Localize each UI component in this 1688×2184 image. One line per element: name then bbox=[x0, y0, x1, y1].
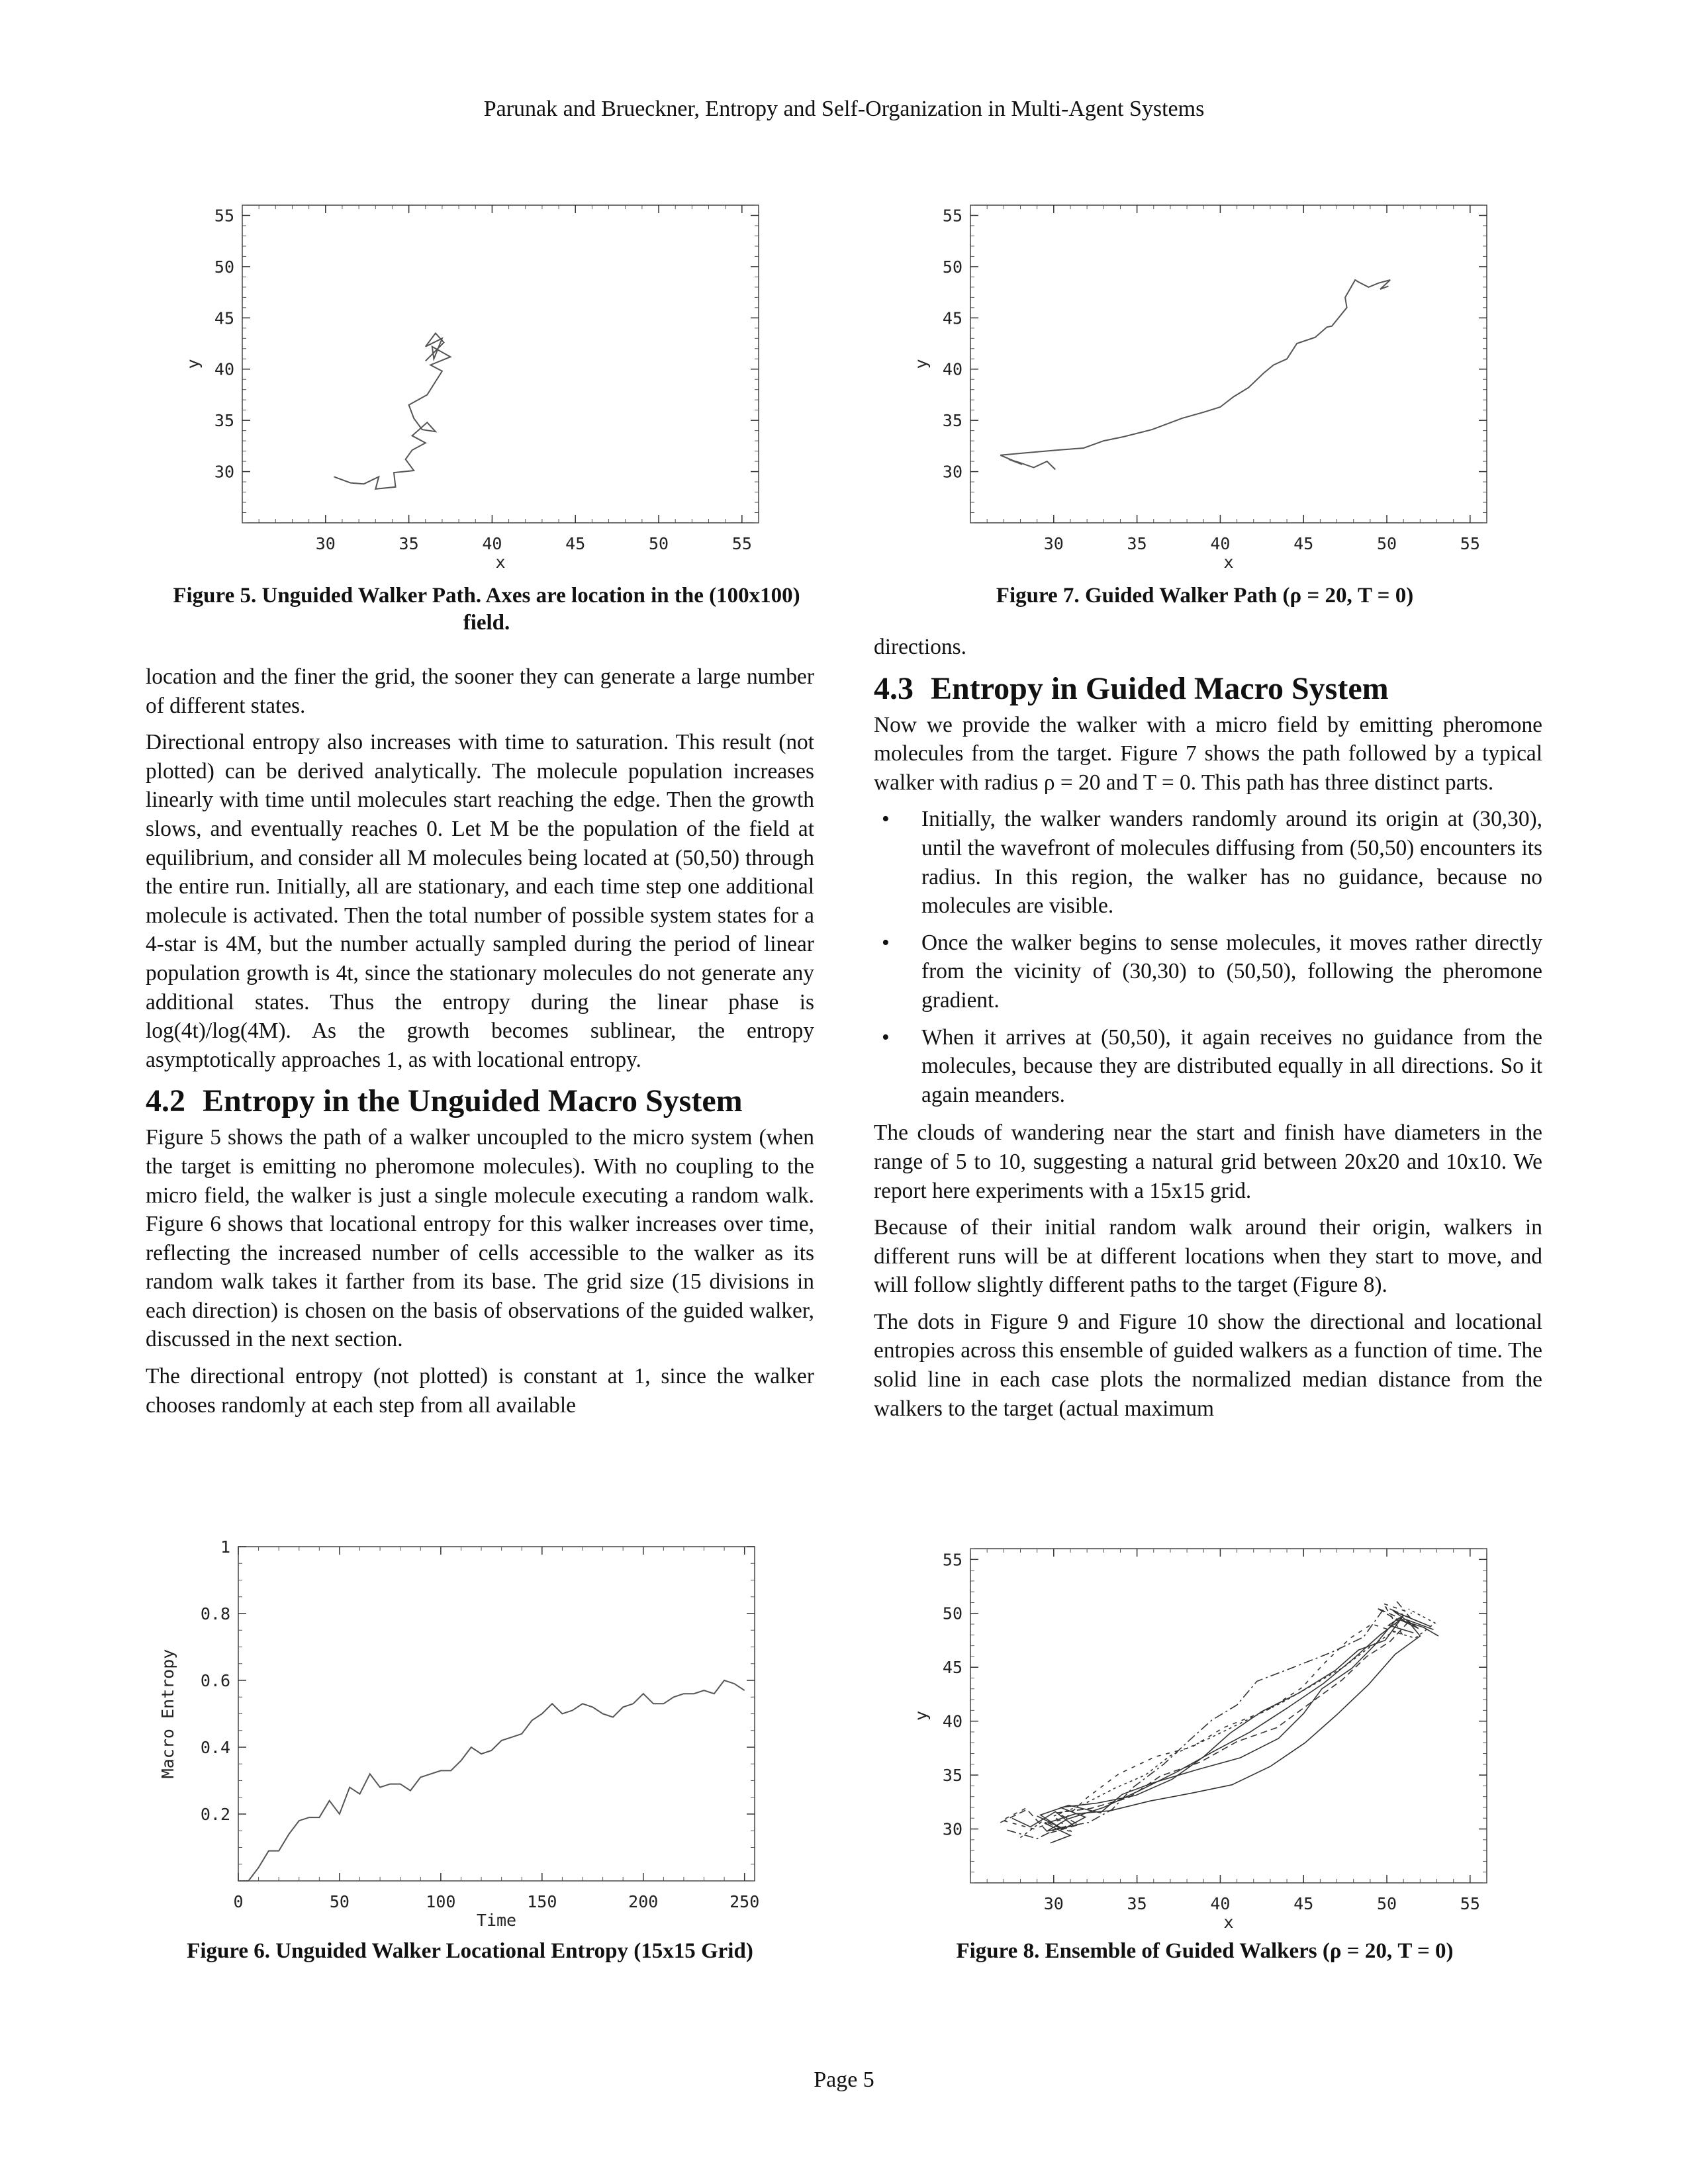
phase-list bbox=[874, 805, 1542, 1109]
figure-6-caption-label: Figure 6. bbox=[187, 1939, 271, 1963]
y-tick-label: 55 bbox=[214, 206, 234, 226]
y-tick-label: 50 bbox=[942, 257, 962, 277]
list-item bbox=[874, 805, 1542, 920]
x-tick-label: 100 bbox=[426, 1892, 456, 1911]
bullet-icon: • bbox=[882, 807, 890, 832]
y-tick-label: 0.8 bbox=[200, 1604, 230, 1623]
right-paragraph-1: Now we provide the walker with a micro field by emitting pheromone molecules from the target. Figure 7 shows the path followed by a typical walker with radius ρ = 20 and T = 0. This path has three distinct parts. bbox=[874, 712, 1542, 795]
section-4-3-number: 4.3 bbox=[874, 670, 914, 706]
y-tick-label: 40 bbox=[214, 359, 234, 379]
x-tick-label: 35 bbox=[1127, 534, 1147, 553]
x-tick-label: 0 bbox=[233, 1892, 244, 1911]
section-4-3-heading bbox=[874, 670, 1542, 708]
figure-5-caption bbox=[159, 582, 814, 637]
left-paragraph-2: Directional entropy also increases with time to saturation. This result (not plotted) can be derived analytically. The molecule population increases linearly with time until molecules start reaching the edge. Then the growth slows, and eventually reaches 0. Let M be the population of the field at equilibrium, and consider all M molecules being located at (50,50) through the entire run. Initially, all are stationary, and each time step one additional molecule is activated. Then the total number of possible system states for a 4-star is 4M, but the number actually sampled during the period of linear population growth is 4t, since the stationary molecules do not generate any additional states. Thus the entropy during the linear phase is log(4t)/log(4M). As the growth becomes sublinear, the entropy asymptotically approaches 1, as with locational entropy. bbox=[146, 730, 814, 1072]
right-paragraph-0: directions. bbox=[874, 635, 967, 659]
y-tick-label: 50 bbox=[942, 1604, 962, 1623]
data-series-line bbox=[1037, 1615, 1414, 1829]
x-axis-label: x bbox=[1223, 1913, 1234, 1932]
plot-frame bbox=[970, 205, 1487, 523]
right-column bbox=[874, 633, 1542, 1431]
x-tick-label: 40 bbox=[482, 534, 502, 553]
x-tick-label: 45 bbox=[565, 534, 586, 553]
x-tick-label: 55 bbox=[731, 534, 752, 553]
figure-6 bbox=[146, 1539, 781, 1936]
bullet-icon: • bbox=[882, 930, 890, 955]
x-tick-label: 50 bbox=[1376, 534, 1397, 553]
figure-6-caption-text: Unguided Walker Locational Entropy (15x15 Grid) bbox=[275, 1939, 753, 1963]
x-axis-label: x bbox=[1223, 553, 1234, 572]
x-tick-label: 30 bbox=[1043, 1894, 1064, 1913]
x-tick-label: 200 bbox=[628, 1892, 659, 1911]
data-series-line bbox=[334, 334, 450, 489]
figure-7-caption-label: Figure 7. bbox=[996, 584, 1080, 608]
list-item-text: When it arrives at (50,50), it again receives no guidance from the molecules, because they are distributed equally in all directions. So it again meanders. bbox=[921, 1024, 1542, 1107]
y-axis-label: y bbox=[912, 1710, 931, 1721]
x-tick-label: 150 bbox=[527, 1892, 557, 1911]
y-tick-label: 30 bbox=[214, 462, 234, 482]
figure-5-plot bbox=[159, 195, 781, 576]
y-tick-label: 35 bbox=[942, 1766, 962, 1786]
section-4-2-title: Entropy in the Unguided Macro System bbox=[203, 1083, 743, 1119]
list-item-text: Once the walker begins to sense molecules, it moves rather directly from the vicinity of (30,30) to (50,50), following the pheromone gradient. bbox=[921, 930, 1542, 1013]
x-tick-label: 50 bbox=[648, 534, 669, 553]
data-series-line bbox=[1012, 1612, 1430, 1831]
data-series-line bbox=[1007, 1602, 1410, 1839]
figure-5-caption-text: Unguided Walker Path. Axes are location in the (100x100) field. bbox=[261, 584, 800, 635]
y-tick-label: 55 bbox=[942, 1550, 962, 1570]
data-series-line bbox=[1002, 1604, 1412, 1829]
y-tick-label: 35 bbox=[214, 411, 234, 431]
y-tick-label: 1 bbox=[220, 1539, 230, 1557]
x-tick-label: 50 bbox=[329, 1892, 350, 1911]
x-tick-label: 30 bbox=[315, 534, 336, 553]
x-axis-label: x bbox=[495, 553, 506, 572]
y-tick-label: 35 bbox=[942, 411, 962, 431]
figure-8-caption bbox=[874, 1938, 1536, 1965]
y-axis-label: Macro Entropy bbox=[158, 1649, 177, 1779]
right-paragraph-4: The dots in Figure 9 and Figure 10 show the directional and locational entropies across this ensemble of guided walkers as a function of time. The solid line in each case plots the normalized median distance from the walkers to the target (actual maximum bbox=[874, 1309, 1542, 1421]
y-axis-label: y bbox=[912, 359, 931, 369]
y-tick-label: 0.6 bbox=[200, 1671, 230, 1690]
data-series-line bbox=[1041, 1619, 1438, 1828]
y-tick-label: 50 bbox=[214, 257, 234, 277]
data-series-line bbox=[238, 1680, 745, 1881]
x-tick-label: 55 bbox=[1460, 1894, 1480, 1913]
list-item bbox=[874, 1023, 1542, 1110]
right-paragraph-3: Because of their initial random walk around their origin, walkers in different runs will be at different locations when they start to move, and will follow slightly different paths to the target (Figure 8). bbox=[874, 1215, 1542, 1298]
figure-8-plot bbox=[887, 1539, 1509, 1936]
y-tick-label: 45 bbox=[942, 308, 962, 328]
bullet-icon: • bbox=[882, 1024, 890, 1050]
y-tick-label: 45 bbox=[942, 1658, 962, 1678]
y-axis-label: y bbox=[183, 359, 203, 369]
left-paragraph-1: location and the finer the grid, the sooner they can generate a large number of different states. bbox=[146, 664, 814, 718]
figure-7-caption-text: Guided Walker Path (ρ = 20, T = 0) bbox=[1084, 584, 1414, 608]
figure-7-caption bbox=[874, 582, 1536, 610]
y-tick-label: 30 bbox=[942, 1819, 962, 1839]
y-tick-label: 0.2 bbox=[200, 1805, 230, 1824]
x-tick-label: 40 bbox=[1210, 1894, 1231, 1913]
x-tick-label: 55 bbox=[1460, 534, 1480, 553]
figure-8-caption-label: Figure 8. bbox=[956, 1939, 1040, 1963]
section-4-3-title: Entropy in Guided Macro System bbox=[931, 670, 1389, 706]
y-tick-label: 30 bbox=[942, 462, 962, 482]
y-tick-label: 0.4 bbox=[200, 1738, 230, 1757]
list-item-text: Initially, the walker wanders randomly around its origin at (30,30), until the wavefront of molecules diffusing from (50,50) encounters its radius. In this region, the walker has no guidance, because no molecules are visible. bbox=[921, 807, 1542, 919]
running-header: Parunak and Brueckner, Entropy and Self-Organization in Multi-Agent Systems bbox=[483, 97, 1205, 121]
figure-5 bbox=[159, 195, 781, 576]
x-tick-label: 45 bbox=[1293, 1894, 1314, 1913]
data-series-line bbox=[1000, 1608, 1408, 1834]
y-tick-label: 45 bbox=[214, 308, 234, 328]
x-tick-label: 250 bbox=[729, 1892, 760, 1911]
data-series-line bbox=[1000, 280, 1390, 470]
figure-7-plot bbox=[887, 195, 1509, 576]
section-4-2-heading bbox=[146, 1082, 814, 1120]
figure-6-plot bbox=[146, 1539, 781, 1936]
right-paragraph-2: The clouds of wandering near the start and finish have diameters in the range of 5 to 10, suggesting a natural grid between 20x20 and 10x10. We report here experiments with a 15x15 grid. bbox=[874, 1120, 1542, 1203]
page-number: Page 5 bbox=[814, 2068, 874, 2092]
x-tick-label: 35 bbox=[1127, 1894, 1147, 1913]
x-tick-label: 50 bbox=[1376, 1894, 1397, 1913]
plot-frame bbox=[242, 205, 759, 523]
figure-8 bbox=[887, 1539, 1509, 1936]
left-column bbox=[146, 662, 814, 1428]
figure-5-caption-label: Figure 5. bbox=[173, 584, 257, 608]
figure-7 bbox=[887, 195, 1509, 576]
list-item bbox=[874, 929, 1542, 1015]
y-tick-label: 40 bbox=[942, 1711, 962, 1731]
y-tick-label: 55 bbox=[942, 206, 962, 226]
data-series-line bbox=[1021, 1609, 1436, 1837]
y-tick-label: 40 bbox=[942, 359, 962, 379]
x-tick-label: 35 bbox=[399, 534, 419, 553]
plot-frame bbox=[238, 1547, 755, 1881]
figure-6-caption bbox=[119, 1938, 821, 1965]
x-tick-label: 45 bbox=[1293, 534, 1314, 553]
figure-8-caption-text: Ensemble of Guided Walkers (ρ = 20, T = 0) bbox=[1045, 1939, 1454, 1963]
x-tick-label: 30 bbox=[1043, 534, 1064, 553]
section-4-2-number: 4.2 bbox=[146, 1083, 185, 1119]
left-paragraph-4: The directional entropy (not plotted) is constant at 1, since the walker chooses randomly at each step from all available bbox=[146, 1364, 814, 1418]
left-paragraph-3: Figure 5 shows the path of a walker uncoupled to the micro system (when the target is emitting no pheromone molecules). With no coupling to the micro field, the walker is just a single molecule executing a random walk. Figure 6 shows that locational entropy for this walker increases over time, reflecting the increased number of cells accessible to the walker as its random walk takes it farther from its base. The grid size (15 divisions in each direction) is chosen on the basis of observations of the guided walker, discussed in the next section. bbox=[146, 1125, 814, 1352]
x-axis-label: Time bbox=[476, 1911, 517, 1930]
x-tick-label: 40 bbox=[1210, 534, 1231, 553]
